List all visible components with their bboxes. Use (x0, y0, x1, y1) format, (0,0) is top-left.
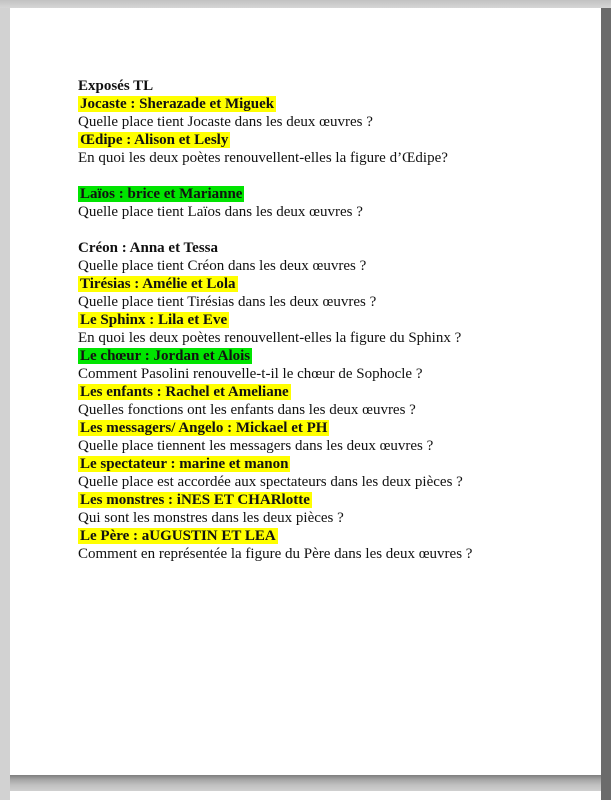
document-body (78, 77, 601, 563)
blank-line (78, 221, 601, 239)
highlight-yellow: Le Sphinx : Lila et Eve (80, 312, 228, 328)
highlighted-line (78, 131, 601, 149)
text-line: En quoi les deux poètes renouvellent-elles la figure d’Œdipe? (78, 150, 448, 166)
blank-line (78, 167, 601, 185)
highlight-yellow: Les messagers/ Angelo : Mickael et PH (80, 420, 328, 436)
document-page (10, 8, 601, 775)
highlighted-line (78, 527, 601, 545)
text-line: Comment en représentée la figure du Père dans les deux œuvres ? (78, 546, 473, 562)
highlight-yellow: Jocaste : Sherazade et Miguek (80, 96, 275, 112)
text-line: Quelle place tiennent les messagers dans les deux œuvres ? (78, 438, 434, 454)
text-line: En quoi les deux poètes renouvellent-elles la figure du Sphinx ? (78, 330, 462, 346)
text-line: Quelles fonctions ont les enfants dans les deux œuvres ? (78, 402, 416, 418)
viewer-top-edge (0, 0, 611, 8)
page-break-gap (10, 775, 601, 791)
highlighted-line (78, 455, 601, 473)
text-line: Comment Pasolini renouvelle-t-il le chœur de Sophocle ? (78, 366, 423, 382)
text-line: Quelle place est accordée aux spectateurs dans les deux pièces ? (78, 474, 463, 490)
highlighted-line (78, 95, 601, 113)
highlighted-line (78, 347, 601, 365)
viewer-right-band (601, 8, 611, 800)
highlight-yellow: Le Père : aUGUSTIN ET LEA (80, 528, 276, 544)
highlighted-line (78, 275, 601, 293)
highlighted-line (78, 383, 601, 401)
highlight-green: Le chœur : Jordan et Alois (80, 348, 251, 364)
text-line: Créon : Anna et Tessa (78, 240, 219, 256)
highlighted-line (78, 419, 601, 437)
next-page-top (10, 791, 601, 800)
highlight-green: Laïos : brice et Marianne (80, 186, 243, 202)
text-line: Quelle place tient Laïos dans les deux œuvres ? (78, 204, 363, 220)
text-line: Quelle place tient Jocaste dans les deux œuvres ? (78, 114, 373, 130)
highlighted-line (78, 491, 601, 509)
highlight-yellow: Tirésias : Amélie et Lola (80, 276, 236, 292)
highlighted-line (78, 311, 601, 329)
text-line: Quelle place tient Créon dans les deux œuvres ? (78, 258, 367, 274)
viewer-left-margin (0, 8, 10, 800)
text-line: Quelle place tient Tirésias dans les deux œuvres ? (78, 294, 377, 310)
text-line: Qui sont les monstres dans les deux pièces ? (78, 510, 344, 526)
highlight-yellow: Le spectateur : marine et manon (80, 456, 289, 472)
highlight-yellow: Les enfants : Rachel et Ameliane (80, 384, 289, 400)
text-line: Exposés TL (78, 78, 154, 94)
highlighted-line (78, 185, 601, 203)
highlight-yellow: Les monstres : iNES ET CHARlotte (80, 492, 310, 508)
highlight-yellow: Œdipe : Alison et Lesly (80, 132, 229, 148)
